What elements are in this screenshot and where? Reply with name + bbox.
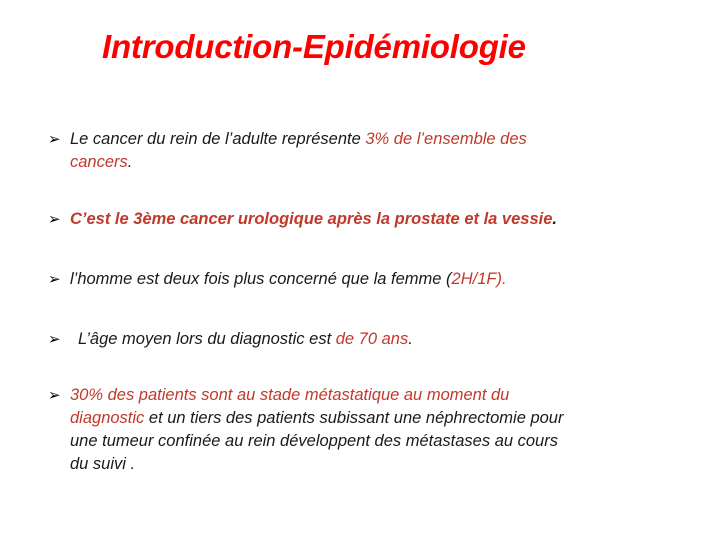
- arrow-bullet-icon: ➢: [48, 331, 61, 348]
- bullet-item: [48, 328, 588, 351]
- arrow-bullet-icon: ➢: [48, 211, 61, 228]
- bullet-item: [48, 268, 588, 291]
- bullet-text: L’âge moyen lors du diagnostic est de 70 ans.: [78, 330, 413, 348]
- slide-title: Introduction-Epidémiologie: [102, 28, 526, 65]
- bullet-text: C’est le 3ème cancer urologique après la prostate et la vessie.: [70, 210, 557, 228]
- bullet-item: [48, 384, 568, 476]
- arrow-bullet-icon: ➢: [48, 131, 61, 148]
- bullet-item: [48, 208, 588, 231]
- bullet-text: 30% des patients sont au stade métastatique au moment du diagnostic et un tiers des patients subissant une néphrectomie pour une tumeur confinée au rein développent des métastases au cours du suivi .: [70, 386, 564, 473]
- bullet-text: Le cancer du rein de l’adulte représente 3% de l’ensemble des cancers.: [70, 130, 527, 171]
- arrow-bullet-icon: ➢: [48, 271, 61, 288]
- bullet-text: l’homme est deux fois plus concerné que la femme (2H/1F).: [70, 270, 507, 288]
- bullet-item: [48, 128, 588, 174]
- arrow-bullet-icon: ➢: [48, 387, 61, 404]
